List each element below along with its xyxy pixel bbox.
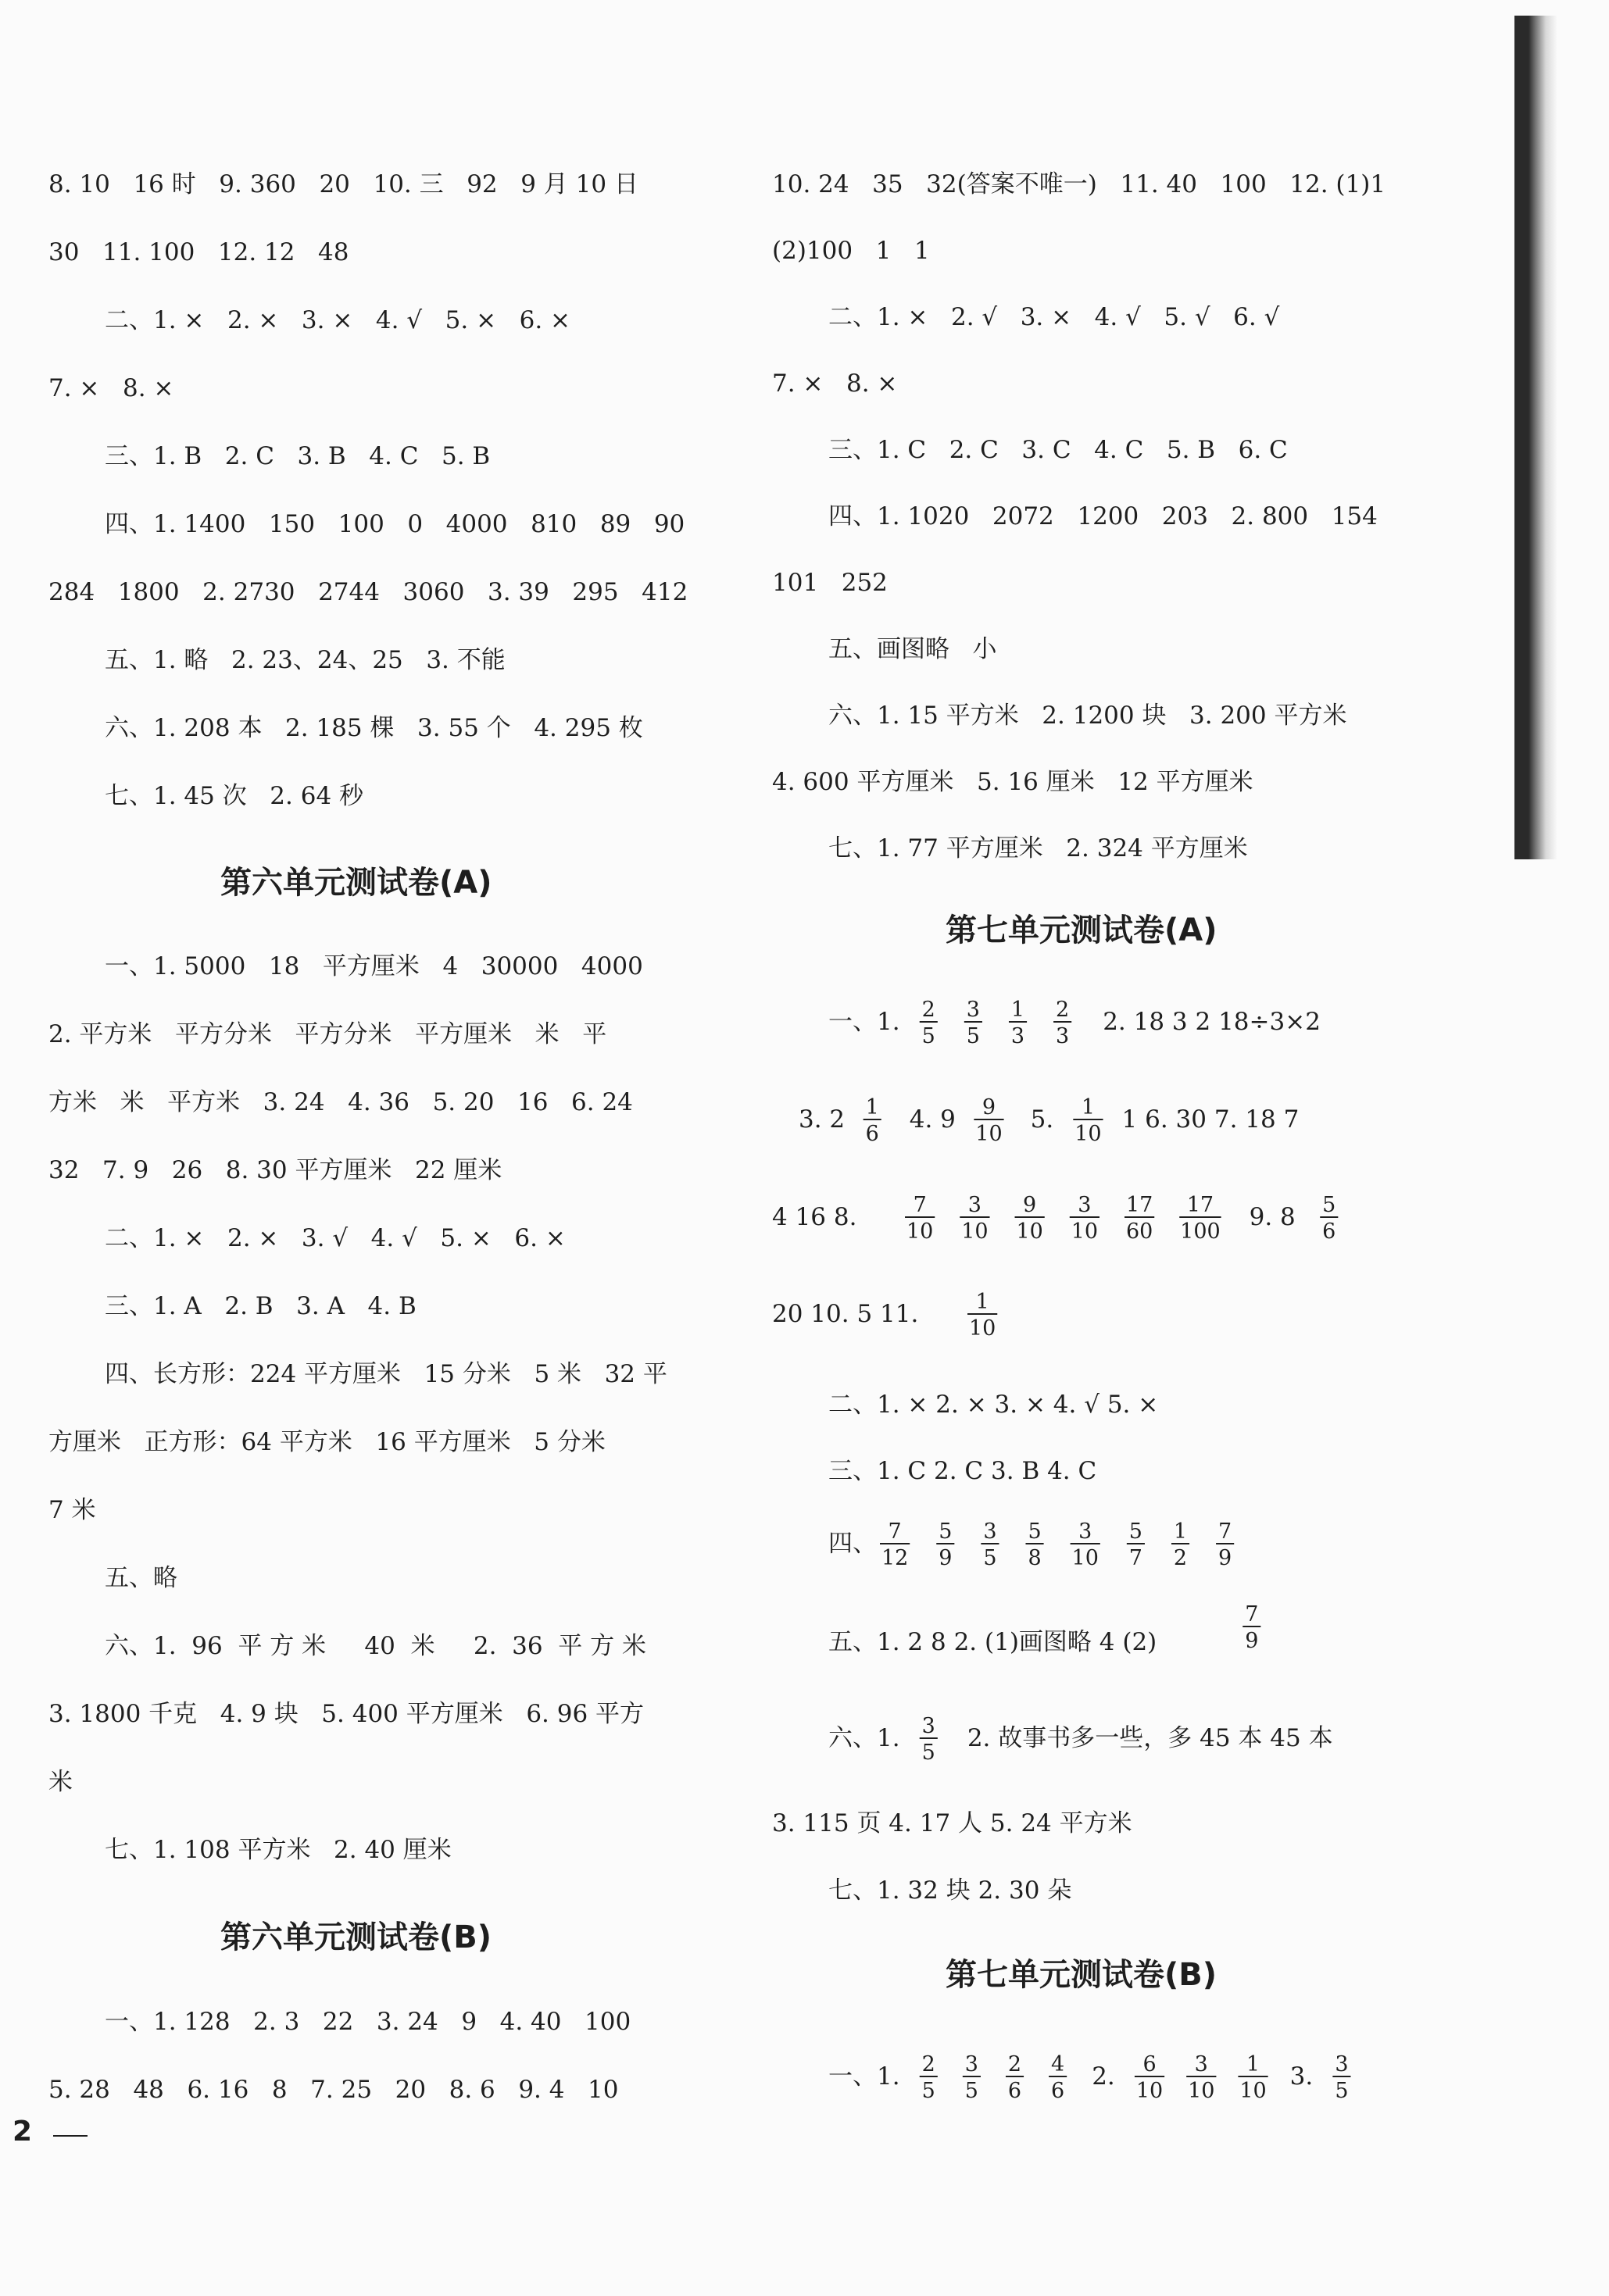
fraction-numerator: 1 — [865, 1095, 879, 1119]
fraction-denominator: 5 — [966, 1024, 980, 1048]
section-heading: 第六单元测试卷(A) — [220, 865, 492, 901]
fraction — [964, 998, 982, 1048]
fraction-numerator: 1 — [1246, 2052, 1260, 2076]
fraction-numerator: 5 — [1322, 1193, 1336, 1217]
answer-line: 3. 1800 千克 4. 9 块 5. 400 平方厘米 6. 96 平方 — [48, 1700, 645, 1728]
answer-text: 三、1. C 2. C 3. B 4. C — [828, 1457, 1097, 1485]
answer-line: 二、1. × 2. × 3. √ 4. √ 5. × 6. × — [105, 1224, 566, 1252]
fraction — [960, 1193, 989, 1244]
answer-line: 四、长方形：224 平方厘米 15 分米 5 米 32 平 — [105, 1360, 667, 1388]
fraction-numerator: 2 — [1056, 998, 1070, 1022]
section-heading: 第六单元测试卷(B) — [220, 1919, 492, 1955]
fraction — [1127, 1519, 1145, 1570]
fraction-numerator: 3 — [1335, 2052, 1349, 2076]
fraction-denominator: 9 — [1218, 1546, 1232, 1570]
fraction-numerator: 5 — [1028, 1519, 1042, 1544]
fraction-denominator: 2 — [1173, 1546, 1188, 1570]
fraction — [920, 1714, 938, 1765]
fraction-numerator: 9 — [1023, 1193, 1037, 1217]
fraction — [880, 1519, 910, 1570]
answer-line: 7. × 8. × — [772, 370, 898, 398]
fraction-denominator: 100 — [1180, 1219, 1221, 1244]
answer-line: 8. 10 16 时 9. 360 20 10. 三 92 9 月 10 日 — [48, 170, 638, 198]
fraction-denominator: 6 — [1051, 2079, 1065, 2103]
answer-line: 10. 24 35 32(答案不唯一) 11. 40 100 12. (1)1 — [772, 170, 1386, 198]
answer-line: 二、1. × 2. × 3. × 4. √ 5. × 6. × — [105, 306, 571, 334]
fraction-denominator: 10 — [1071, 1546, 1099, 1570]
fraction-numerator: 3 — [1194, 2052, 1208, 2076]
answer-text: 一、1. — [828, 1008, 900, 1036]
fraction — [1070, 1193, 1099, 1244]
answer-line: 一、1. 128 2. 3 22 3. 24 9 4. 40 100 — [105, 2008, 631, 2036]
fraction-denominator: 10 — [968, 1316, 996, 1341]
fraction — [920, 998, 938, 1048]
fraction-numerator: 3 — [983, 1519, 997, 1544]
answer-line: (2)100 1 1 — [772, 237, 930, 265]
fraction-denominator: 7 — [1128, 1546, 1142, 1570]
fraction-denominator: 9 — [939, 1546, 953, 1570]
fraction-denominator: 10 — [1188, 2079, 1215, 2103]
fraction-numerator: 4 — [1051, 2052, 1065, 2076]
answer-line: 四、1. 1020 2072 1200 203 2. 800 154 — [828, 502, 1378, 530]
answer-text: 2. 故事书多一些，多 45 本 45 本 — [967, 1724, 1333, 1752]
answer-text: 5. — [1030, 1105, 1054, 1134]
page-binding-edge — [1514, 16, 1557, 859]
fraction-denominator: 6 — [1322, 1219, 1336, 1244]
answer-text: 七、1. 32 块 2. 30 朵 — [828, 1876, 1072, 1905]
answer-text: 四、 — [828, 1530, 877, 1558]
fraction-denominator: 12 — [881, 1546, 909, 1570]
fraction — [905, 1193, 935, 1244]
fraction-denominator: 5 — [983, 1546, 997, 1570]
fraction-denominator: 10 — [1071, 1219, 1099, 1244]
fraction-numerator: 3 — [921, 1714, 935, 1738]
answer-text: 2. — [1092, 2062, 1115, 2091]
answer-text: 3. — [1289, 2062, 1314, 2091]
fraction — [963, 2052, 981, 2103]
fraction — [936, 1519, 954, 1570]
answer-text: 五、1. 2 8 2. (1)画图略 4 (2) — [828, 1628, 1157, 1656]
fraction — [1006, 2052, 1024, 2103]
answer-line: 284 1800 2. 2730 2744 3060 3. 39 295 412 — [48, 578, 688, 606]
fraction-numerator: 7 — [1245, 1602, 1259, 1626]
answer-line: 4. 600 平方厘米 5. 16 厘米 12 平方厘米 — [772, 768, 1253, 796]
answer-line: 方厘米 正方形：64 平方米 16 平方厘米 5 分米 — [48, 1428, 606, 1456]
fraction-denominator: 10 — [961, 1219, 989, 1244]
fraction — [1009, 998, 1027, 1048]
fraction-denominator: 6 — [1007, 2079, 1022, 2103]
fraction — [1053, 998, 1071, 1048]
answer-line: 三、1. B 2. C 3. B 4. C 5. B — [105, 442, 491, 470]
fraction — [863, 1095, 881, 1146]
fraction-numerator: 1 — [1173, 1519, 1188, 1544]
fraction-denominator: 10 — [1016, 1219, 1043, 1244]
answer-text: 20 10. 5 11. — [772, 1300, 919, 1328]
fraction-numerator: 7 — [913, 1193, 927, 1217]
answer-line: 101 252 — [772, 569, 888, 597]
fraction-denominator: 8 — [1028, 1546, 1042, 1570]
fraction — [1135, 2052, 1164, 2103]
fraction — [1049, 2052, 1067, 2103]
fraction — [1332, 2052, 1350, 2103]
fraction — [1216, 1519, 1234, 1570]
fraction-numerator: 17 — [1186, 1193, 1214, 1217]
fraction — [981, 1519, 999, 1570]
fraction — [1238, 2052, 1268, 2103]
answer-line: 7 米 — [48, 1496, 96, 1524]
fraction-denominator: 60 — [1125, 1219, 1153, 1244]
answer-line: 六、1. 96 平 方 米 40 米 2. 36 平 方 米 — [105, 1632, 646, 1660]
fraction-denominator: 3 — [1010, 1024, 1025, 1048]
fraction-numerator: 2 — [921, 2052, 935, 2076]
section-heading: 第七单元测试卷(B) — [946, 1957, 1217, 1993]
answer-text: 3. 2 — [799, 1105, 846, 1134]
fraction — [1073, 1095, 1103, 1146]
fraction-denominator: 5 — [1335, 2079, 1349, 2103]
fraction-numerator: 3 — [1078, 1519, 1092, 1544]
section-heading: 第七单元测试卷(A) — [946, 912, 1217, 948]
fraction-numerator: 3 — [966, 998, 980, 1022]
fraction — [1171, 1519, 1189, 1570]
fraction — [1243, 1602, 1260, 1653]
answer-text: 一、1. — [828, 2062, 900, 2091]
fraction-numerator: 5 — [939, 1519, 953, 1544]
fraction-numerator: 5 — [1128, 1519, 1142, 1544]
answer-line: 五、略 — [105, 1564, 177, 1592]
fraction-denominator: 6 — [865, 1122, 879, 1146]
answer-line: 5. 28 48 6. 16 8 7. 25 20 8. 6 9. 4 10 — [48, 2076, 619, 2104]
fraction — [1179, 1193, 1221, 1244]
fraction-numerator: 6 — [1142, 2052, 1157, 2076]
answer-line: 四、1. 1400 150 100 0 4000 810 89 90 — [105, 510, 685, 538]
answer-text: 2. 18 3 2 18÷3×2 — [1103, 1008, 1321, 1036]
fraction-denominator: 10 — [906, 1219, 934, 1244]
fraction-denominator: 5 — [921, 1741, 935, 1765]
fraction-numerator: 7 — [888, 1519, 902, 1544]
fraction — [1025, 1519, 1043, 1570]
answer-text: 1 6. 30 7. 18 7 — [1121, 1105, 1300, 1134]
answer-line: 五、画图略 小 — [828, 635, 997, 663]
answer-text: 9. 8 — [1249, 1203, 1296, 1231]
fraction-denominator: 9 — [1245, 1629, 1259, 1653]
answer-line: 一、1. 5000 18 平方厘米 4 30000 4000 — [105, 952, 643, 980]
answer-line: 7. × 8. × — [48, 374, 174, 402]
fraction — [1320, 1193, 1338, 1244]
answer-text: 3. 115 页 4. 17 人 5. 24 平方米 — [772, 1809, 1132, 1837]
page-number-rule — [53, 2135, 88, 2137]
fraction-numerator: 2 — [921, 998, 935, 1022]
answer-line: 米 — [48, 1768, 73, 1796]
answer-text: 4. 9 — [909, 1105, 956, 1134]
fraction-denominator: 10 — [1074, 1122, 1102, 1146]
answer-line: 三、1. A 2. B 3. A 4. B — [105, 1292, 417, 1320]
answer-line: 32 7. 9 26 8. 30 平方厘米 22 厘米 — [48, 1156, 502, 1184]
answer-line: 六、1. 15 平方米 2. 1200 块 3. 200 平方米 — [828, 702, 1347, 730]
fraction-denominator: 10 — [1239, 2079, 1267, 2103]
fraction-numerator: 3 — [964, 2052, 978, 2076]
page-number: 2 — [13, 2116, 33, 2148]
fraction-numerator: 3 — [1078, 1193, 1092, 1217]
answer-line: 七、1. 108 平方米 2. 40 厘米 — [105, 1836, 452, 1864]
fraction — [920, 2052, 938, 2103]
answer-text: 六、1. — [828, 1724, 900, 1752]
fraction — [1071, 1519, 1100, 1570]
fraction-denominator: 3 — [1056, 1024, 1070, 1048]
fraction — [974, 1095, 1003, 1146]
fraction — [1015, 1193, 1045, 1244]
answer-line: 七、1. 77 平方厘米 2. 324 平方厘米 — [828, 834, 1248, 862]
fraction-numerator: 1 — [1081, 1095, 1096, 1119]
fraction — [1125, 1193, 1154, 1244]
fraction-answers — [772, 977, 1460, 2109]
answer-line: 六、1. 208 本 2. 185 棵 3. 55 个 4. 295 枚 — [105, 714, 643, 742]
answer-line: 30 11. 100 12. 12 48 — [48, 238, 349, 266]
fraction-numerator: 9 — [981, 1095, 996, 1119]
fraction-denominator: 5 — [964, 2079, 978, 2103]
fraction-numerator: 7 — [1218, 1519, 1232, 1544]
answer-text: 二、1. × 2. × 3. × 4. √ 5. × — [828, 1391, 1159, 1419]
fraction-numerator: 1 — [1010, 998, 1025, 1022]
fraction-denominator: 5 — [921, 1024, 935, 1048]
fraction-denominator: 10 — [1135, 2079, 1164, 2103]
fraction-denominator: 10 — [975, 1122, 1003, 1146]
answer-line: 三、1. C 2. C 3. C 4. C 5. B 6. C — [828, 436, 1288, 464]
fraction-numerator: 2 — [1007, 2052, 1022, 2076]
answer-line: 2. 平方米 平方分米 平方分米 平方厘米 米 平 — [48, 1020, 607, 1048]
answer-line: 方米 米 平方米 3. 24 4. 36 5. 20 16 6. 24 — [48, 1088, 633, 1116]
fraction-denominator: 5 — [921, 2079, 935, 2103]
answer-line: 七、1. 45 次 2. 64 秒 — [105, 782, 364, 810]
answer-text: 4 16 8. — [772, 1203, 857, 1231]
fraction-numerator: 1 — [975, 1290, 989, 1314]
fraction — [1186, 2052, 1216, 2103]
fraction — [967, 1290, 997, 1341]
answer-line: 二、1. × 2. √ 3. × 4. √ 5. √ 6. √ — [828, 303, 1280, 331]
fraction-numerator: 3 — [967, 1193, 981, 1217]
answer-line: 五、1. 略 2. 23、24、25 3. 不能 — [105, 646, 506, 674]
fraction-numerator: 17 — [1125, 1193, 1153, 1217]
